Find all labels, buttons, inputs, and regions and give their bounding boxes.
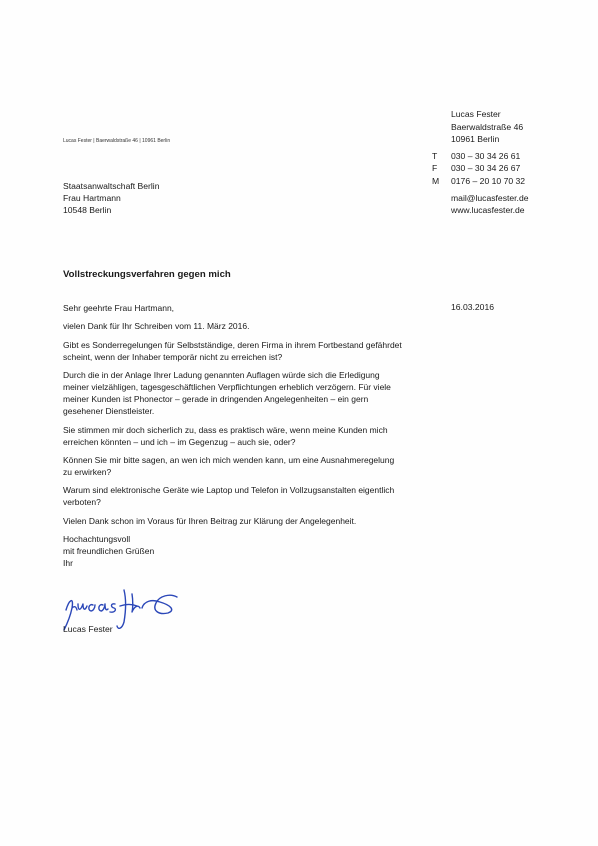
contact-fax-value: 030 – 30 34 26 67: [451, 163, 521, 174]
return-address-line: Lucas Fester | Baerwaldstraße 46 | 10961 Berlin: [63, 138, 171, 144]
recipient-line2: Frau Hartmann: [63, 193, 121, 204]
letter-date: 16.03.2016: [451, 302, 495, 312]
closing-line3: Ihr: [63, 558, 73, 569]
signature-name: Lucas Fester: [63, 624, 113, 634]
closing-line2: mit freundlichen Grüßen: [63, 546, 155, 556]
sender-street: Baerwaldstraße 46: [451, 121, 524, 132]
contact-fax-key: F: [432, 163, 438, 174]
paragraph: Warum sind elektronische Geräte wie Laptop und Telefon in Vollzugsanstalten eigentlich verboten?: [63, 485, 395, 508]
contact-block: [432, 150, 525, 187]
paragraph: Vielen Dank schon im Voraus für Ihren Beitrag zur Klärung der Angelegenheit.: [63, 515, 357, 526]
paragraph: Gibt es Sonderregelungen für Selbstständige, deren Firma in ihrem Fortbestand gefährdet scheint, wenn der Inhaber temporär nicht zu erreichen ist?: [63, 339, 402, 362]
contact-phone-value: 030 – 30 34 26 61: [451, 151, 521, 161]
contact-phone: [432, 150, 525, 162]
recipient-line3: 10548 Berlin: [63, 205, 112, 216]
salutation: Sehr geehrte Frau Hartmann,: [63, 303, 175, 313]
paragraph: vielen Dank für Ihr Schreiben vom 11. März 2016.: [63, 321, 250, 332]
subject-line: Vollstreckungsverfahren gegen mich: [63, 269, 231, 280]
sender-city: 10961 Berlin: [451, 134, 500, 145]
sender-name: Lucas Fester: [451, 109, 501, 119]
contact-mobile: [432, 175, 525, 187]
paragraph: Durch die in der Anlage Ihrer Ladung genannten Auflagen würde sich die Erledigung meiner vielzähligen, tagesgeschäftlichen Verpflichtungen erheblich verzögern. Für viele meiner Kunden ist Phonector – gerade in dringenden Angelegenheiten – ein gern gesehener Dienstleister.: [63, 369, 391, 417]
closing: [63, 533, 403, 569]
web-contact: [451, 192, 529, 217]
contact-phone-key: T: [432, 151, 438, 161]
contact-mobile-value: 0176 – 20 10 70 32: [451, 175, 526, 186]
email-address: mail@lucasfester.de: [451, 193, 529, 203]
recipient-line1: Staatsanwaltschaft Berlin: [63, 181, 160, 191]
closing-line1: Hochachtungsvoll: [63, 533, 131, 544]
paragraph: Sie stimmen mir doch sicherlich zu, dass es praktisch wäre, wenn meine Kunden mich erreichen könnten – und ich – im Gegenzug – auch sie, oder?: [63, 424, 388, 447]
contact-mobile-key: M: [432, 175, 440, 186]
recipient-address: [63, 180, 160, 217]
website: www.lucasfester.de: [451, 205, 525, 216]
contact-fax: [432, 162, 525, 174]
sender-address: [451, 108, 523, 146]
paragraph: Können Sie mir bitte sagen, an wen ich mich wenden kann, um eine Ausnahmeregelung zu erwirken?: [63, 454, 395, 477]
letter-body: [63, 302, 403, 569]
